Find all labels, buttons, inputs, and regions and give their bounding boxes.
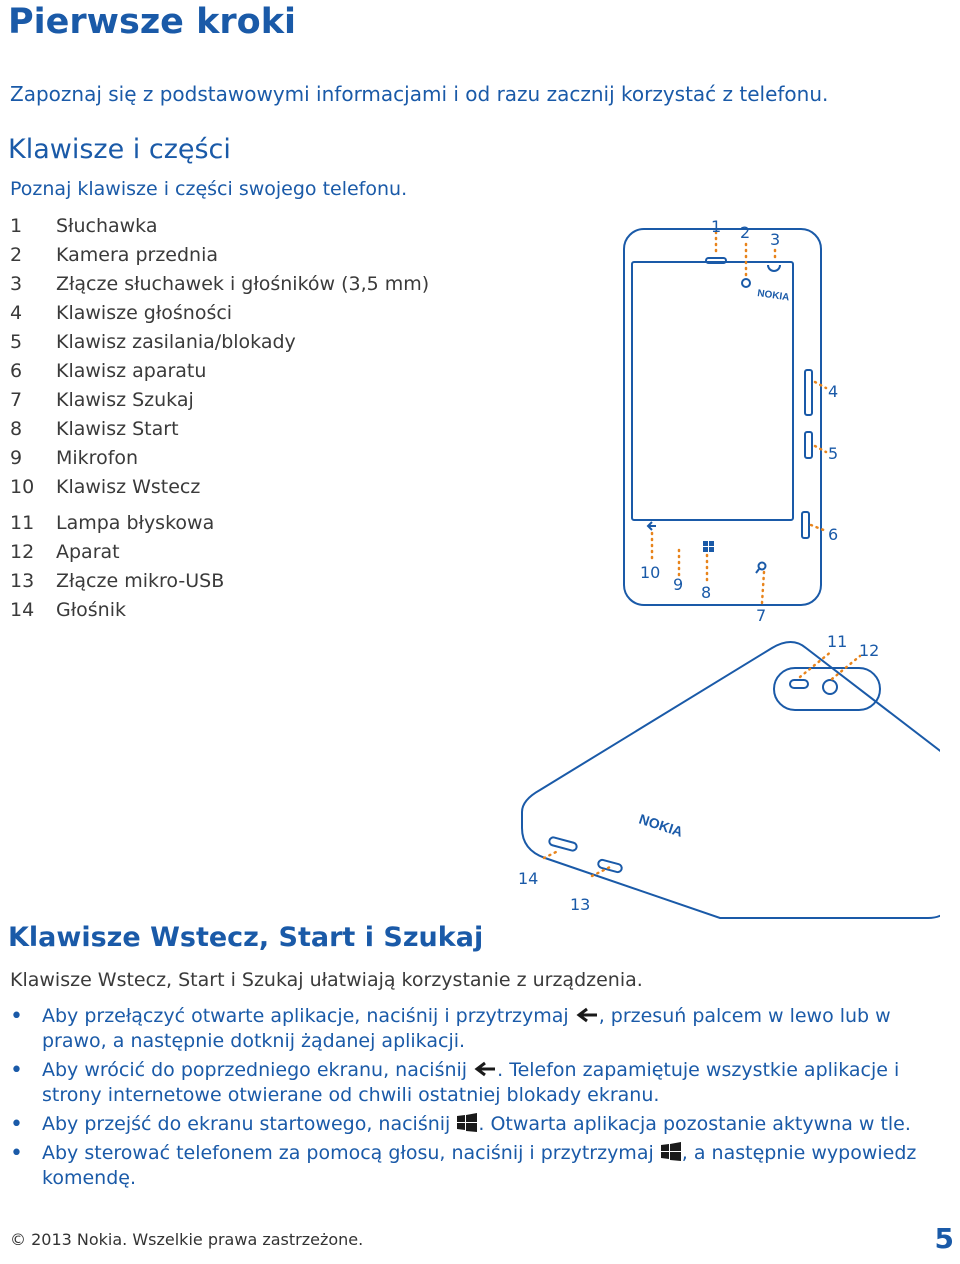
bullet-text: Aby wrócić do poprzedniego ekranu, naciśnij (42, 1059, 474, 1081)
callout-leaders (544, 232, 860, 876)
item-number: 4 (10, 302, 23, 324)
section-subtitle-keys-parts: Poznaj klawisze i części swojego telefonu. (10, 178, 408, 200)
section-intro-back-start-search: Klawisze Wstecz, Start i Szukaj ułatwiają korzystanie z urządzenia. (10, 969, 643, 991)
item-number: 14 (10, 599, 35, 621)
list-item (10, 567, 224, 596)
back-arrow-icon (575, 1005, 599, 1025)
parts-list (10, 212, 429, 502)
callout-8: 8 (701, 583, 712, 602)
brand-logo-front: NOKIA (756, 288, 791, 304)
callout-11: 11 (827, 632, 848, 651)
page-number: 5 (934, 1222, 954, 1255)
bullet-text: Aby przejść do ekranu startowego, naciśnij (42, 1113, 457, 1135)
list-item (10, 328, 429, 357)
phone-front-screen (632, 262, 793, 520)
camera-key-icon (802, 512, 809, 538)
item-number: 13 (10, 570, 35, 592)
list-item (10, 473, 429, 502)
list-item (10, 509, 224, 538)
callout-10: 10 (640, 563, 661, 582)
callout-13: 13 (570, 895, 591, 914)
brand-logo-back: NOKIA (637, 810, 685, 840)
item-label: Lampa błyskowa (56, 512, 215, 534)
list-item (10, 299, 429, 328)
item-label: Mikrofon (56, 447, 139, 469)
list-item (10, 415, 429, 444)
list-item (10, 386, 429, 415)
item-label: Klawisz Szukaj (56, 389, 194, 411)
item-label: Klawisz aparatu (56, 360, 207, 382)
item-number: 8 (10, 418, 23, 440)
list-item (8, 1004, 960, 1054)
footer-copyright: © 2013 Nokia. Wszelkie prawa zastrzeżone. (10, 1230, 364, 1249)
item-number: 10 (10, 476, 35, 498)
parts-list (10, 509, 224, 625)
item-number: 2 (10, 244, 23, 266)
callout-3: 3 (770, 230, 781, 249)
item-label: Głośnik (56, 599, 126, 621)
back-arrow-icon (473, 1059, 497, 1079)
item-number: 9 (10, 447, 23, 469)
bullet-text: Aby sterować telefonem za pomocą głosu, naciśnij i przytrzymaj (42, 1142, 660, 1164)
list-item (10, 212, 429, 241)
item-label: Złącze mikro-USB (56, 570, 225, 592)
item-number: 3 (10, 273, 23, 295)
callout-2: 2 (740, 223, 751, 242)
item-label: Słuchawka (56, 215, 158, 237)
list-item (10, 270, 429, 299)
page-title: Pierwsze kroki (8, 2, 296, 42)
list-item (8, 1112, 960, 1137)
front-camera-icon (742, 279, 750, 287)
power-key-icon (805, 432, 812, 458)
list-item (10, 538, 224, 567)
bullet-text: . Otwarta aplikacja pozostanie aktywna w tle. (478, 1113, 911, 1135)
windows-logo-icon (456, 1113, 478, 1133)
hardware-back-key-icon (648, 522, 656, 530)
item-label: Aparat (56, 541, 120, 563)
earpiece-icon (706, 258, 726, 263)
item-number: 12 (10, 541, 35, 563)
callout-4: 4 (828, 382, 839, 401)
item-number: 11 (10, 512, 35, 534)
list-item (10, 241, 429, 270)
item-number: 5 (10, 331, 23, 353)
phone-diagram (500, 210, 940, 930)
phone-back-body (522, 642, 940, 918)
callout-7: 7 (756, 606, 767, 625)
list-item (8, 1058, 960, 1108)
item-number: 1 (10, 215, 23, 237)
bullet-text: Aby przełączyć otwarte aplikacje, naciśnij i przytrzymaj (42, 1005, 575, 1027)
callout-12: 12 (859, 641, 880, 660)
speaker-icon (548, 837, 577, 852)
item-label: Klawisz Wstecz (56, 476, 201, 498)
rear-camera-icon (823, 680, 837, 694)
list-item (10, 357, 429, 386)
section-heading-keys-parts: Klawisze i części (8, 134, 231, 165)
section-heading-back-start-search: Klawisze Wstecz, Start i Szukaj (8, 922, 484, 953)
item-label: Złącze słuchawek i głośników (3,5 mm) (56, 273, 430, 295)
list-item (8, 1141, 960, 1191)
callout-6: 6 (828, 525, 839, 544)
list-item (10, 444, 429, 473)
bullet-text: . Telefon zapamiętuje wszystkie aplikacje i strony internetowe otwierane od chwili ostatniej blokady ekranu. (42, 1059, 900, 1106)
phone-front-body (624, 229, 821, 605)
phone-front (624, 229, 821, 605)
item-number: 6 (10, 360, 23, 382)
windows-logo-icon (660, 1142, 682, 1162)
list-item (10, 596, 224, 625)
callout-1: 1 (711, 217, 722, 236)
item-label: Klawisze głośności (56, 302, 233, 324)
callout-5: 5 (828, 444, 839, 463)
camera-module-icon (774, 668, 880, 710)
callout-9: 9 (673, 575, 684, 594)
callout-14: 14 (518, 869, 539, 888)
instruction-list (8, 1004, 960, 1195)
volume-keys-icon (805, 370, 812, 415)
page-intro: Zapoznaj się z podstawowymi informacjami i od razu zacznij korzystać z telefonu. (10, 82, 829, 106)
headset-jack-icon (768, 265, 780, 271)
phone-back (522, 642, 940, 918)
usb-port-icon (597, 859, 622, 873)
bullet-text: , przesuń palcem w lewo lub w prawo, a następnie dotknij żądanej aplikacji. (42, 1005, 891, 1052)
hardware-start-key-icon (703, 541, 714, 552)
item-label: Klawisz zasilania/blokady (56, 331, 296, 353)
item-label: Kamera przednia (56, 244, 219, 266)
bullet-text: , a następnie wypowiedz komendę. (42, 1142, 917, 1189)
item-label: Klawisz Start (56, 418, 179, 440)
item-number: 7 (10, 389, 23, 411)
flash-icon (790, 680, 808, 688)
